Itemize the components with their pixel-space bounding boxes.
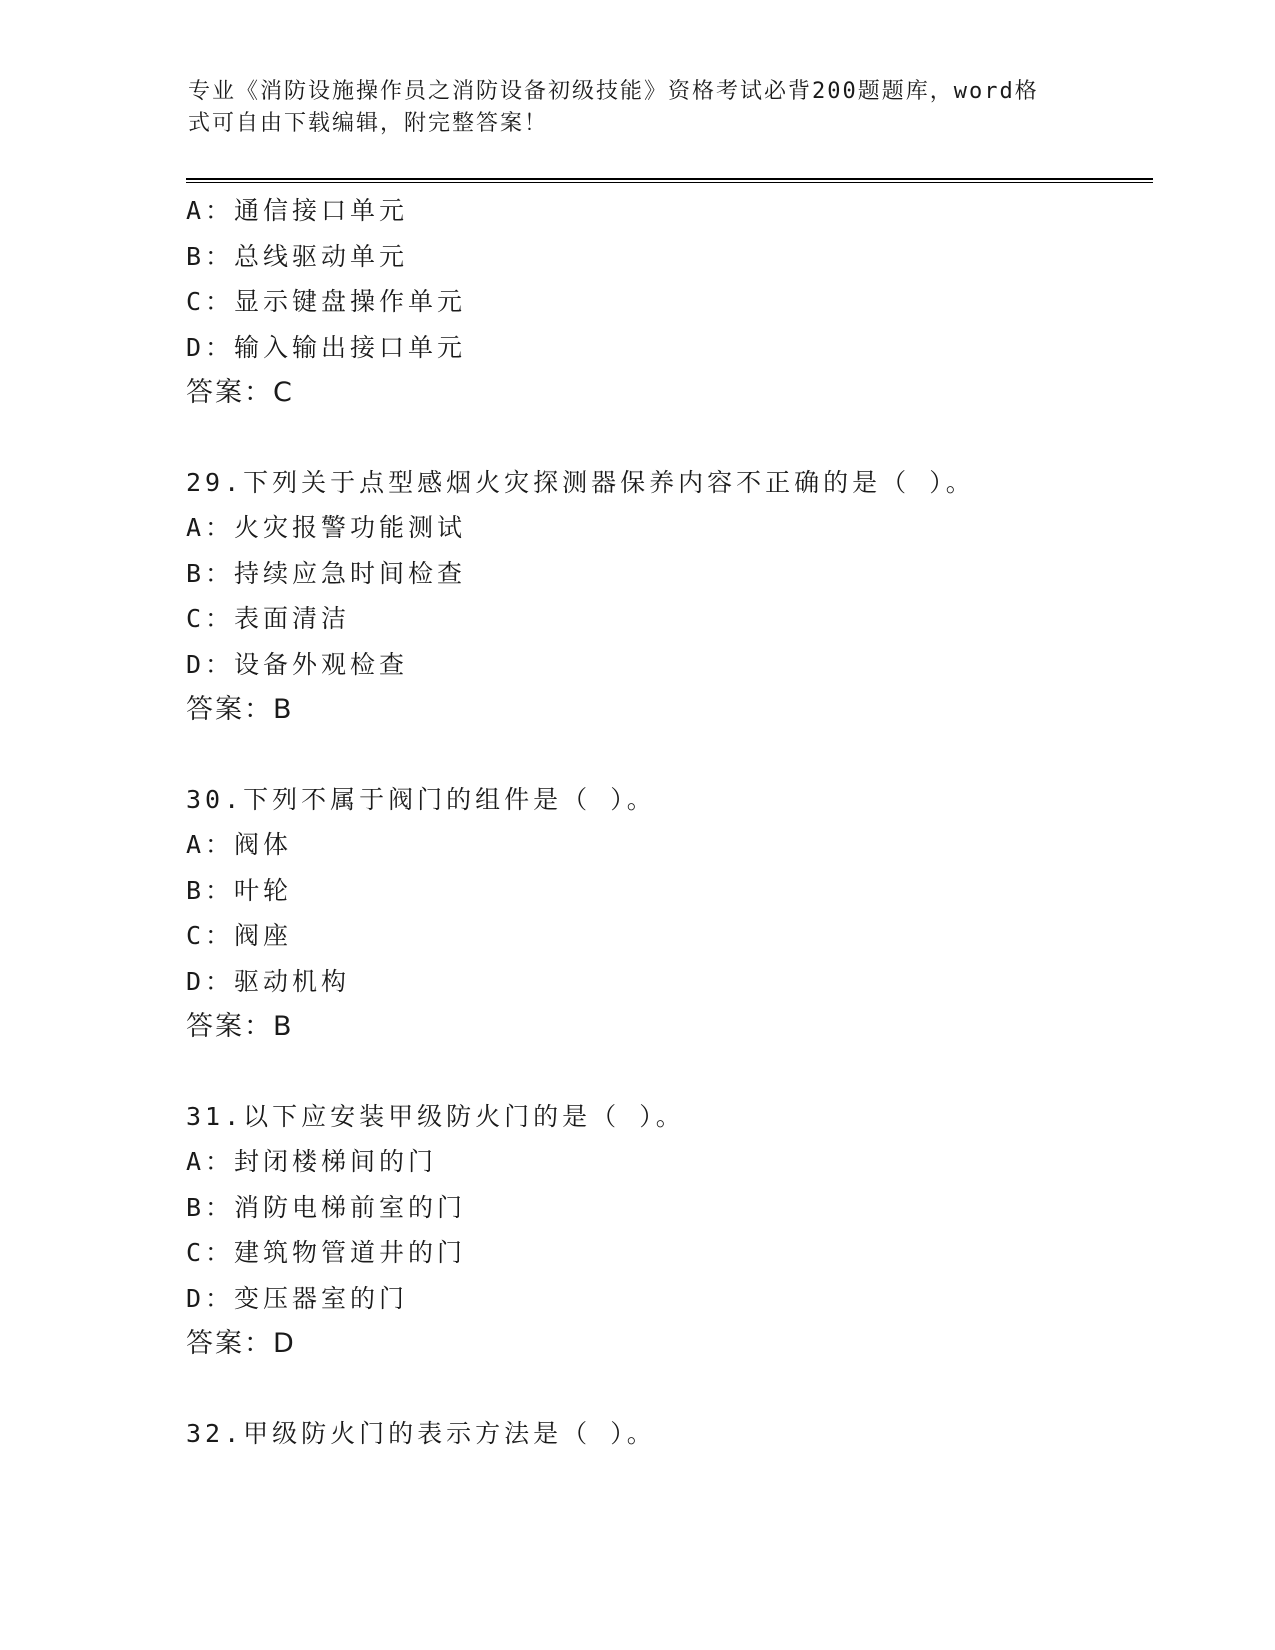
question-list (186, 188, 1146, 1456)
option-d: D：驱动机构 (186, 966, 351, 996)
option-c: C：建筑物管道井的门 (186, 1238, 467, 1267)
question-block (186, 188, 1146, 416)
option-d: D：输入输出接口单元 (186, 332, 467, 362)
header-divider (186, 178, 1153, 183)
question-block (186, 460, 1146, 733)
header-line-2: 式可自由下载编辑，附完整答案！ (188, 111, 549, 136)
question-text: 31.以下应安装甲级防火门的是（ ）。 (186, 1101, 685, 1131)
option-d: D：变压器室的门 (186, 1283, 409, 1313)
answer-line: 答案：B (186, 694, 294, 725)
option-b: B：持续应急时间检查 (186, 558, 467, 588)
question-text: 30.下列不属于阀门的组件是（ ）。 (186, 784, 656, 814)
question-text: 29.下列关于点型感烟火灾探测器保养内容不正确的是（ ）。 (186, 467, 975, 497)
option-a: A：阀体 (186, 830, 293, 859)
option-d: D：设备外观检查 (186, 649, 409, 679)
answer-line: 答案：B (186, 1011, 294, 1042)
question-block (186, 1411, 1146, 1457)
option-a: A：封闭楼梯间的门 (186, 1147, 438, 1176)
answer-line: 答案：C (186, 377, 294, 408)
option-b: B：消防电梯前室的门 (186, 1192, 467, 1222)
option-a: A：火灾报警功能测试 (186, 513, 467, 542)
option-c: C：表面清洁 (186, 604, 351, 633)
question-text: 32.甲级防火门的表示方法是（ ）。 (186, 1418, 656, 1448)
option-c: C：阀座 (186, 921, 293, 950)
header-line-1: 专业《消防设施操作员之消防设备初级技能》资格考试必背200题题库，word格 (188, 79, 1039, 104)
option-c: C：显示键盘操作单元 (186, 287, 467, 316)
option-b: B：总线驱动单元 (186, 241, 409, 271)
question-block (186, 1094, 1146, 1367)
document-header (188, 76, 1068, 140)
question-block (186, 777, 1146, 1050)
option-b: B：叶轮 (186, 875, 293, 905)
answer-line: 答案：D (186, 1328, 296, 1359)
option-a: A：通信接口单元 (186, 196, 409, 225)
